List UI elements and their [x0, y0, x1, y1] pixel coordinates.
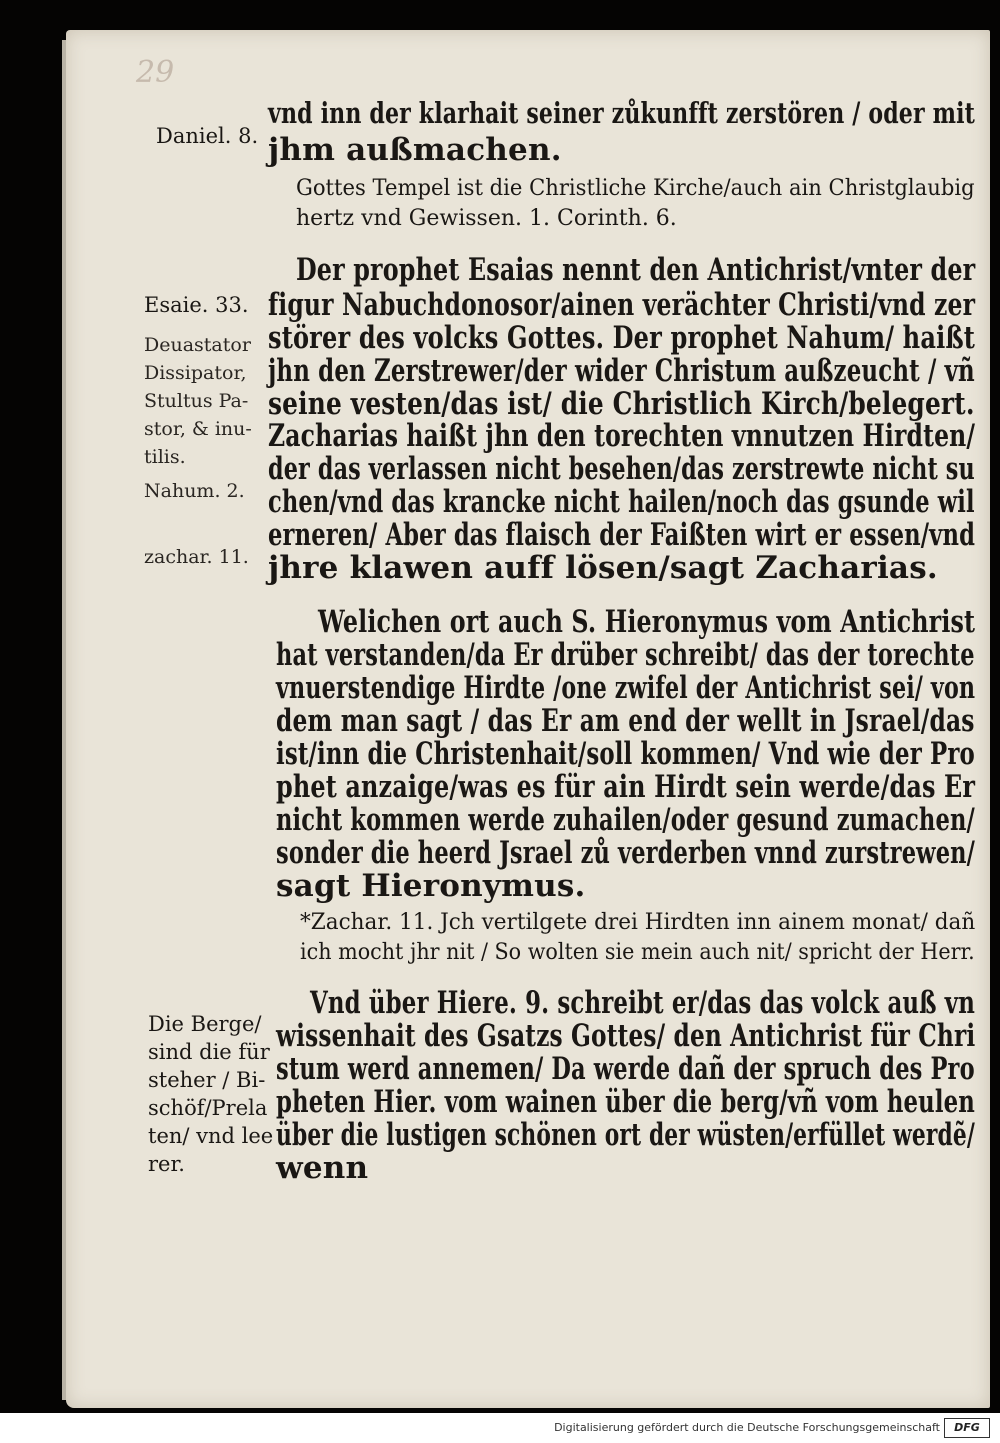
- text-line: störer des volcks Gottes. Der prophet Nahum/ haißt: [268, 320, 976, 356]
- text-line: seine vesten/das ist/ die Christlich Kirch/belegert.: [268, 386, 975, 422]
- text-line: Zacharias haißt jhn den torechten vnnutzen Hirdten/: [268, 418, 976, 454]
- text-line: sonder die heerd Jsrael zů verderben vnnd zurstrewen/: [276, 835, 976, 871]
- text-line: sagt Hieronymus.: [276, 868, 586, 904]
- margin-note: steher / Bi-: [148, 1068, 266, 1092]
- margin-note: zachar. 11.: [144, 546, 249, 568]
- note-line: *Zachar. 11. Jch vertilgete drei Hirdten inn ainem monat/ dañ: [300, 910, 976, 935]
- text-line: vnd inn der klarhait seiner zůkunfft zerstören / oder mit: [268, 96, 975, 130]
- margin-note: sind die für: [148, 1040, 270, 1064]
- margin-note: Stultus Pa-: [144, 390, 249, 412]
- margin-note: Die Berge/: [148, 1012, 262, 1036]
- margin-note: stor, & inu-: [144, 418, 252, 440]
- margin-note: Deuastator: [144, 334, 251, 356]
- page-number: 29: [136, 55, 175, 90]
- margin-note: rer.: [148, 1152, 185, 1176]
- text-line: der das verlassen nicht besehen/das zerstrewte nicht su: [268, 451, 975, 487]
- margin-note: schöf/Prela: [148, 1096, 268, 1120]
- note-line: ich mocht jhr nit / So wolten sie mein auch nit/ spricht der Herr.: [300, 940, 975, 965]
- text-line: stum werd annemen/ Da werde dañ der spruch des Pro: [276, 1051, 975, 1087]
- text-line: Vnd über Hiere. 9. schreibt er/das das volck auß vn: [310, 985, 975, 1021]
- note-line: hertz vnd Gewissen. 1. Corinth. 6.: [296, 206, 677, 231]
- text-line: dem man sagt / das Er am end der wellt in Jsrael/das: [276, 703, 975, 739]
- text-line: figur Nabuchdonosor/ainen verächter Christi/vnd zer: [268, 287, 976, 323]
- dfg-logo-icon: DFG: [944, 1418, 990, 1438]
- text-line: wenn: [276, 1150, 369, 1186]
- margin-note: Esaie. 33.: [144, 293, 249, 317]
- text-line: chen/vnd das krancke nicht hailen/noch das gsunde wil: [268, 484, 975, 520]
- text-line: über die lustigen schönen ort der wüsten/erfüllet werdẽ/: [276, 1117, 975, 1153]
- text-line: hat verstanden/da Er drüber schreibt/ das der torechte: [276, 637, 975, 673]
- margin-note: tilis.: [144, 446, 186, 468]
- text-line: erneren/ Aber das flaisch der Faißten wirt er essen/vnd: [268, 517, 976, 553]
- note-line: Gottes Tempel ist die Christliche Kirche/auch ain Christglaubig: [296, 176, 975, 201]
- margin-note: Daniel. 8.: [156, 124, 259, 148]
- text-line: jhm außmachen.: [268, 132, 562, 168]
- text-line: Der prophet Esaias nennt den Antichrist/vnter der: [296, 252, 976, 288]
- text-line: Welichen ort auch S. Hieronymus vom Antichrist: [318, 604, 976, 640]
- margin-note: Dissipator,: [144, 362, 247, 384]
- margin-note: ten/ vnd lee: [148, 1124, 274, 1148]
- text-line: pheten Hier. vom wainen über die berg/vñ vom heulen: [276, 1084, 975, 1120]
- text-line: wissenhait des Gsatzs Gottes/ den Antichrist für Chri: [276, 1018, 976, 1054]
- text-line: phet anzaige/was es für ain Hirdt sein werde/das Er: [276, 769, 976, 805]
- text-line: ist/inn die Christenhait/soll kommen/ Vnd wie der Pro: [276, 736, 975, 772]
- text-line: jhn den Zerstrewer/der wider Christum außzeucht / vñ: [268, 353, 975, 389]
- text-line: jhre klawen auff lösen/sagt Zacharias.: [268, 550, 938, 586]
- footer-credit: Digitalisierung gefördert durch die Deutsche Forschungsgemeinschaft: [554, 1421, 940, 1434]
- margin-note: Nahum. 2.: [144, 480, 245, 502]
- text-line: nicht kommen werde zuhailen/oder gesund zumachen/: [276, 802, 975, 838]
- footer-bar: [0, 1413, 1000, 1443]
- text-line: vnuerstendige Hirdte /one zwifel der Antichrist sei/ von: [276, 670, 976, 706]
